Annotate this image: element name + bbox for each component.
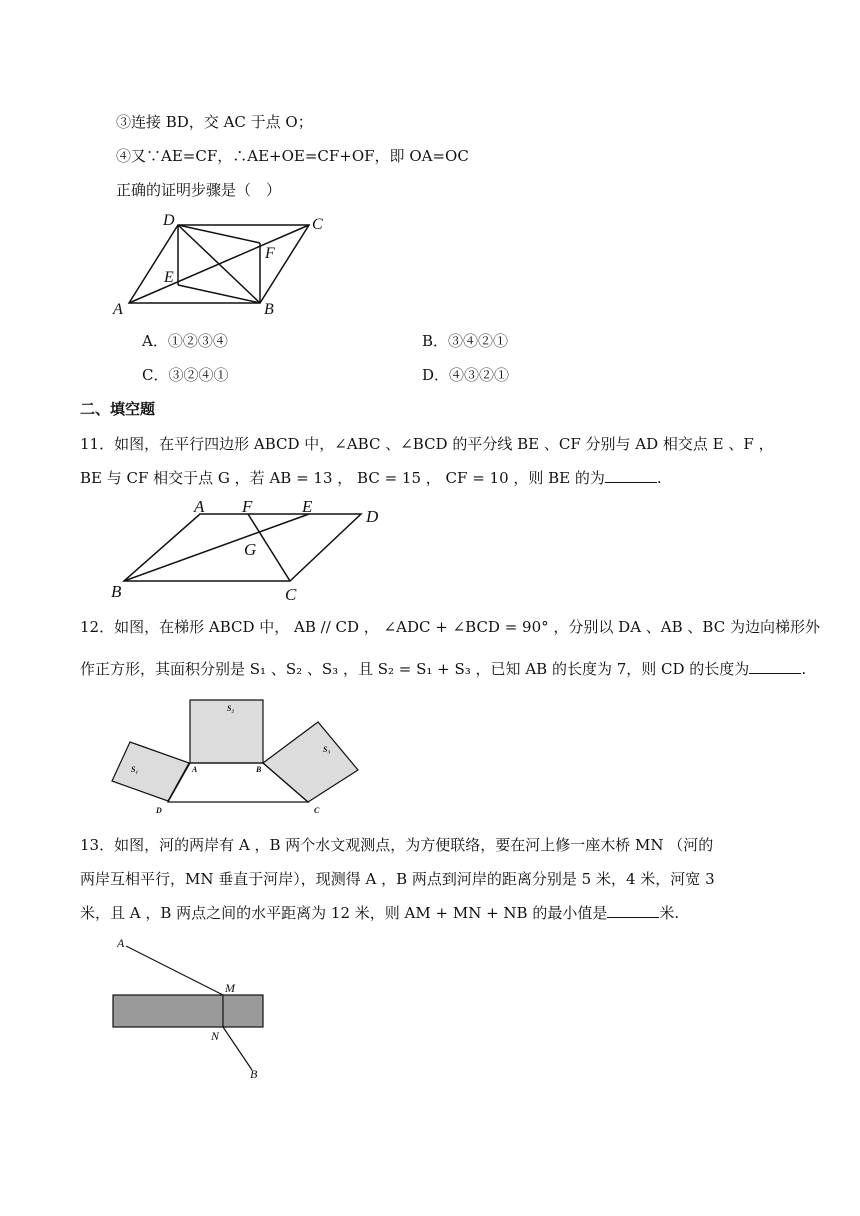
- q12-answer-blank: [749, 659, 801, 674]
- fig12-label-s3: S₃: [323, 745, 331, 754]
- fig10-label-b: B: [264, 301, 274, 318]
- choice-d: D．④③②①: [422, 366, 510, 384]
- fig13-label-m: M: [225, 981, 235, 995]
- fig11-label-g: G: [244, 540, 257, 559]
- fig11-label-c: C: [285, 585, 297, 604]
- fig10-label-f: F: [265, 245, 275, 262]
- step-4: ④又∵AE=CF，∴AE+OE=CF+OF，即 OA=OC: [116, 147, 469, 165]
- q11-line-2-text: BE 与 CF 相交于点 G ，若 AB = 13 ， BC = 15 ， CF = 10 ，则 BE 的为: [80, 469, 605, 487]
- fig11-label-f: F: [242, 497, 253, 516]
- fig12-label-s1: S₁: [131, 765, 139, 774]
- fig12-label-d: D: [156, 806, 162, 815]
- fig12-label-s2: S₂: [227, 704, 235, 713]
- figure-q13-river-bridge: [108, 932, 270, 1082]
- fig10-label-d: D: [163, 212, 175, 229]
- fig12-label-b: B: [256, 765, 262, 774]
- figure-q11-parallelogram: [106, 492, 392, 604]
- q11-line-1: 11．如图，在平行四边形 ABCD 中，∠ABC 、∠BCD 的平分线 BE 、CF 分别与 AD 相交点 E 、F ，: [80, 435, 774, 453]
- figure-q12-trapezoid-squares: [110, 693, 365, 819]
- q13-answer-blank: [607, 903, 659, 918]
- q13-line-3-text: 米，且 A ，B 两点之间的水平距离为 12 米，则 AM + MN + NB 的最小值是: [80, 904, 608, 922]
- choice-c: C．③②④①: [142, 366, 229, 384]
- q13-line-3-end: 米.: [659, 904, 680, 922]
- q11-answer-blank: [605, 468, 657, 483]
- q13-line-3: [80, 903, 679, 923]
- choice-a: A．①②③④: [142, 332, 228, 350]
- fig10-label-a: A: [113, 301, 123, 318]
- step-3: ③连接 BD，交 AC 于点 O；: [116, 113, 313, 131]
- fig12-label-c: C: [314, 806, 320, 815]
- fig12-label-a: A: [192, 765, 198, 774]
- fig13-label-n: N: [211, 1029, 220, 1043]
- fig13-label-a: A: [117, 936, 125, 950]
- q12-line-2-end: .: [801, 660, 807, 678]
- section-title: 二、填空题: [80, 400, 156, 418]
- fig10-label-c: C: [312, 216, 323, 233]
- choice-b: B．③④②①: [422, 332, 509, 350]
- q11-line-2-end: .: [656, 469, 662, 487]
- q13-line-1: 13．如图，河的两岸有 A ，B 两个水文观测点，为方便联络，要在河上修一座木桥 MN （河的: [80, 836, 714, 854]
- fig11-label-a: A: [194, 497, 205, 516]
- fig11-label-e: E: [302, 497, 313, 516]
- fig13-label-b: B: [250, 1067, 258, 1081]
- q12-line-2: [80, 659, 806, 679]
- fig11-label-d: D: [366, 507, 379, 526]
- fig10-label-e: E: [164, 269, 174, 286]
- question-prompt: 正确的证明步骤是（ ）: [116, 181, 282, 199]
- fig11-label-b: B: [111, 582, 122, 601]
- figure-q10-parallelogram: [108, 208, 338, 320]
- q12-line-2-text: 作正方形，其面积分别是 S₁ 、S₂ 、S₃ ，且 S₂ = S₁ + S₃ ，已知 AB 的长度为 7，则 CD 的长度为: [80, 660, 750, 678]
- q12-line-1: 12．如图，在梯形 ABCD 中， AB // CD ， ∠ADC + ∠BCD = 90° ，分别以 DA 、AB 、BC 为边向梯形外: [80, 618, 820, 636]
- q13-line-2: 两岸互相平行，MN 垂直于河岸），现测得 A ，B 两点到河岸的距离分别是 5 米，4 米，河宽 3: [80, 870, 715, 888]
- q11-line-2: [80, 468, 662, 488]
